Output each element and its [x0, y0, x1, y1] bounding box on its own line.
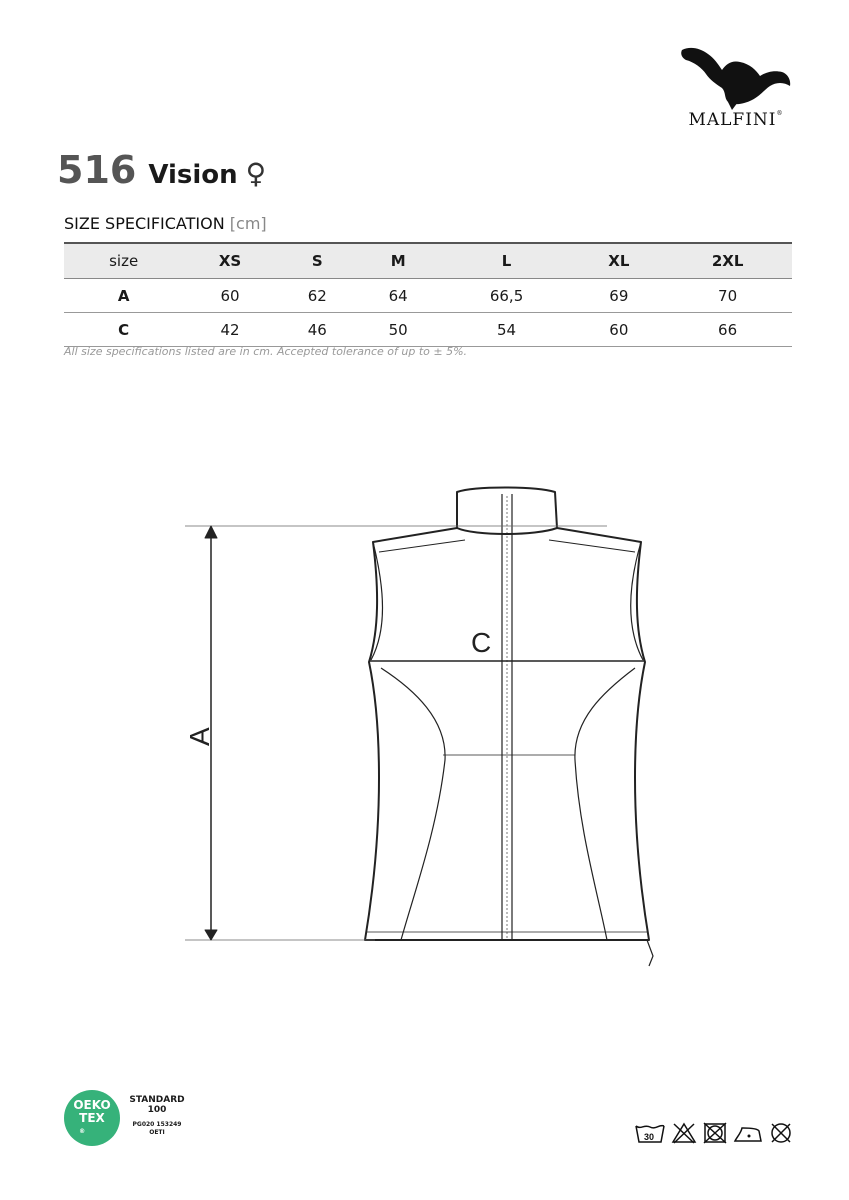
female-icon: ♀	[245, 157, 267, 190]
table-cell: 64	[358, 279, 439, 313]
vest-seam-right	[575, 668, 635, 940]
table-cell: 69	[574, 279, 663, 313]
oeko-tex-logo	[64, 1090, 120, 1146]
header-l: L	[439, 243, 575, 279]
table-header-row	[64, 243, 792, 279]
label-a: A	[184, 727, 215, 746]
product-name: Vision	[148, 160, 238, 190]
header-2xl: 2XL	[663, 243, 792, 279]
table-cell: 66,5	[439, 279, 575, 313]
oeko-line1: OEKO	[73, 1097, 111, 1112]
product-title	[57, 148, 266, 192]
table-cell: 42	[183, 313, 277, 347]
oeko-reg: ®	[79, 1127, 86, 1135]
oeko-institute: OETI	[149, 1129, 165, 1136]
table-cell: 50	[358, 313, 439, 347]
oeko-standard: STANDARD	[129, 1095, 185, 1105]
label-c: C	[471, 627, 492, 658]
vest-diagram	[175, 480, 675, 980]
row-label: A	[64, 279, 183, 313]
spec-unit: [cm]	[229, 214, 267, 233]
brand-name: MALFINI	[688, 110, 777, 130]
table-cell: 66	[663, 313, 792, 347]
brand-logo	[672, 40, 800, 135]
vest-seam-left	[381, 668, 445, 940]
table-cell: 54	[439, 313, 575, 347]
eagle-logo-icon	[680, 40, 792, 110]
no-dry-clean-icon	[769, 1122, 793, 1144]
table-cell: 70	[663, 279, 792, 313]
table-cell: 62	[277, 279, 358, 313]
table-cell: 60	[183, 279, 277, 313]
oeko-code: PG020 153249	[132, 1121, 182, 1128]
vest-collar	[457, 488, 557, 535]
row-label: C	[64, 313, 183, 347]
no-bleach-icon	[671, 1122, 697, 1144]
size-spec-heading	[64, 214, 267, 233]
header-s: S	[277, 243, 358, 279]
header-size: size	[64, 243, 183, 279]
table-cell: 60	[574, 313, 663, 347]
table-row	[64, 313, 792, 347]
header-m: M	[358, 243, 439, 279]
table-cell: 46	[277, 313, 358, 347]
tolerance-note: All size specifications listed are in cm. Accepted tolerance of up to ± 5%.	[64, 345, 468, 358]
iron-low-icon	[733, 1122, 763, 1144]
size-table	[64, 242, 792, 347]
spec-heading-text: SIZE SPECIFICATION	[64, 214, 225, 233]
header-xs: XS	[183, 243, 277, 279]
brand-reg: ®	[776, 110, 784, 117]
svg-text:30: 30	[644, 1132, 655, 1142]
care-symbols	[635, 1122, 793, 1144]
oeko-number: 100	[147, 1105, 167, 1115]
header-xl: XL	[574, 243, 663, 279]
oeko-line2: TEX	[79, 1110, 105, 1125]
oeko-tex-badge	[64, 1090, 185, 1146]
table-row	[64, 279, 792, 313]
product-number: 516	[57, 148, 137, 192]
no-tumble-dry-icon	[703, 1122, 727, 1144]
wash-30-icon	[635, 1122, 665, 1144]
